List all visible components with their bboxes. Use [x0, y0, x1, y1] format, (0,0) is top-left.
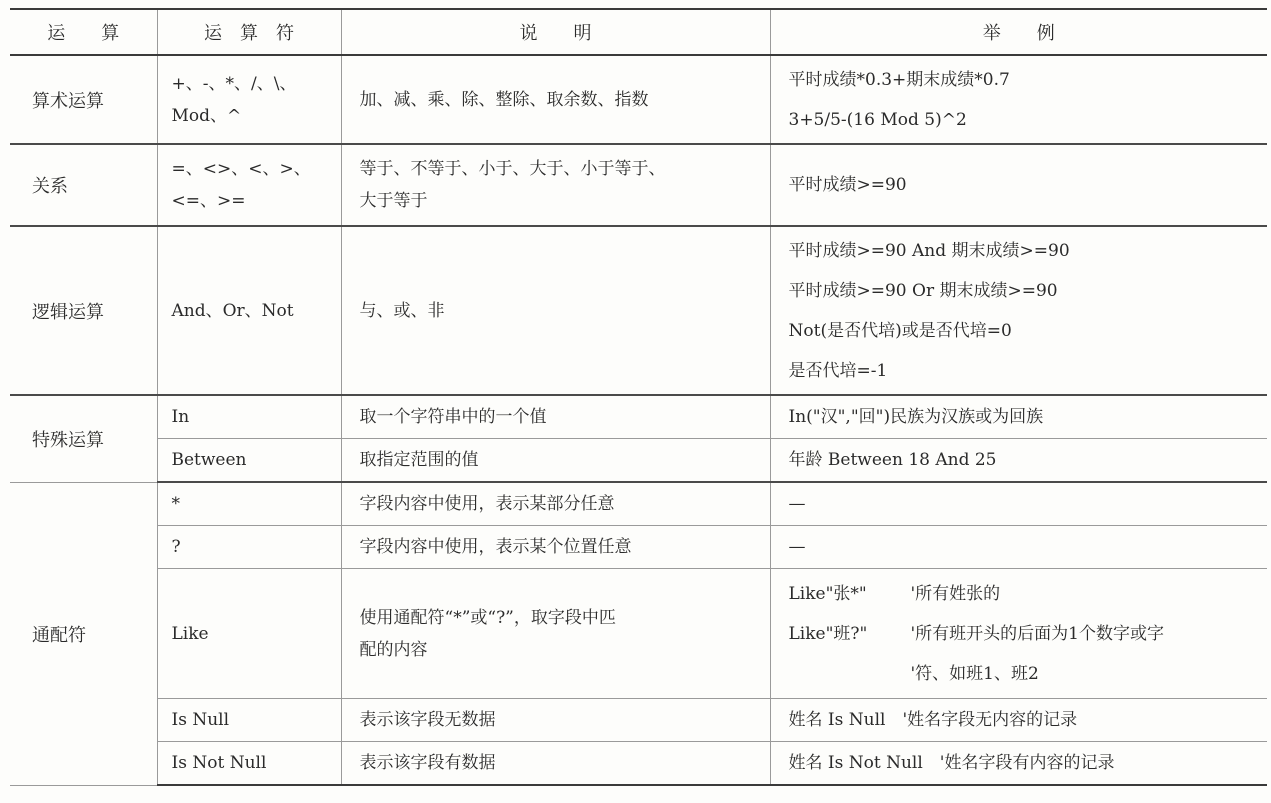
example-line	[789, 614, 1267, 654]
example-cell: In("汉","回")民族为汉族或为回族	[770, 395, 1267, 439]
operator-cell: Between	[157, 439, 341, 483]
operator-cell: ?	[157, 526, 341, 569]
operator-line: Mod、^	[171, 105, 242, 126]
description-cell: 与、或、非	[341, 226, 770, 395]
example-line: 3+5/5-(16 Mod 5)^2	[788, 109, 967, 130]
category-cell: 关系	[10, 144, 157, 226]
example-code: Like"班?"	[788, 623, 868, 644]
description-line: 大于等于	[359, 191, 428, 211]
example-line	[789, 574, 1267, 614]
example-cell: —	[770, 526, 1267, 569]
operator-cell: In	[157, 395, 341, 439]
example-comment: '所有班开头的后面为1个数字或字	[910, 623, 1164, 644]
description-line: 使用通配符“*”或“?”，取字段中匹	[359, 607, 616, 628]
header-op-category: 运 算	[10, 9, 157, 55]
description-cell: 表示该字段无数据	[341, 699, 770, 742]
category-cell: 通配符	[10, 482, 157, 785]
example-line: 平时成绩*0.3+期末成绩*0.7	[788, 69, 1010, 90]
table-row-isnotnull	[10, 742, 1267, 786]
operator-cell: Like	[157, 569, 341, 699]
description-line: 配的内容	[359, 639, 428, 660]
table-row-question	[10, 526, 1267, 569]
description-cell: 字段内容中使用，表示某部分任意	[341, 482, 770, 526]
description-cell: 加、减、乘、除、整除、取余数、指数	[341, 55, 770, 144]
table-row-in	[10, 395, 1267, 439]
description-cell: 取指定范围的值	[341, 439, 770, 483]
example-line: 平时成绩>=90 And 期末成绩>=90	[788, 240, 1070, 261]
example-cell	[770, 55, 1267, 144]
table-row-between	[10, 439, 1267, 483]
table-row-like	[10, 569, 1267, 699]
example-comment: '符、如班1、班2	[910, 663, 1039, 684]
operator-line: <=、>=	[171, 191, 246, 211]
operator-cell: Is Null	[157, 699, 341, 742]
table-row-logic	[10, 226, 1267, 395]
description-cell	[341, 144, 770, 226]
header-operator: 运 算 符	[157, 9, 341, 55]
operator-cell	[157, 144, 341, 226]
example-line: Not(是否代培)或是否代培=0	[788, 320, 1012, 341]
header-row	[10, 9, 1267, 55]
table-row-isnull	[10, 699, 1267, 742]
description-cell: 取一个字符串中的一个值	[341, 395, 770, 439]
example-code: Like"张*"	[788, 583, 867, 604]
example-cell: 年龄 Between 18 And 25	[770, 439, 1267, 483]
operator-line: =、<>、<、>、	[171, 159, 311, 179]
example-cell	[770, 226, 1267, 395]
table-row-relation	[10, 144, 1267, 226]
operator-table	[10, 8, 1267, 786]
table-row-arith	[10, 55, 1267, 144]
example-line: 是否代培=-1	[788, 360, 888, 381]
category-cell: 特殊运算	[10, 395, 157, 482]
operator-cell: Is Not Null	[157, 742, 341, 786]
example-line: 平时成绩>=90 Or 期末成绩>=90	[788, 280, 1058, 301]
category-cell: 逻辑运算	[10, 226, 157, 395]
header-example: 举 例	[770, 9, 1267, 55]
example-cell	[770, 569, 1267, 699]
description-cell: 字段内容中使用，表示某个位置任意	[341, 526, 770, 569]
operator-cell: And、Or、Not	[157, 226, 341, 395]
table-row-star	[10, 482, 1267, 526]
operator-cell: *	[157, 482, 341, 526]
example-cell: 姓名 Is Not Null '姓名字段有内容的记录	[770, 742, 1267, 786]
description-cell: 表示该字段有数据	[341, 742, 770, 786]
header-description: 说 明	[341, 9, 770, 55]
operator-line: +、-、*、/、\、	[171, 73, 297, 94]
description-line: 等于、不等于、小于、大于、小于等于、	[359, 159, 666, 179]
example-comment: '所有姓张的	[910, 583, 1001, 604]
category-cell: 算术运算	[10, 55, 157, 144]
operator-cell	[157, 55, 341, 144]
example-cell: —	[770, 482, 1267, 526]
example-cell: 姓名 Is Null '姓名字段无内容的记录	[770, 699, 1267, 742]
description-cell	[341, 569, 770, 699]
example-cell: 平时成绩>=90	[770, 144, 1267, 226]
